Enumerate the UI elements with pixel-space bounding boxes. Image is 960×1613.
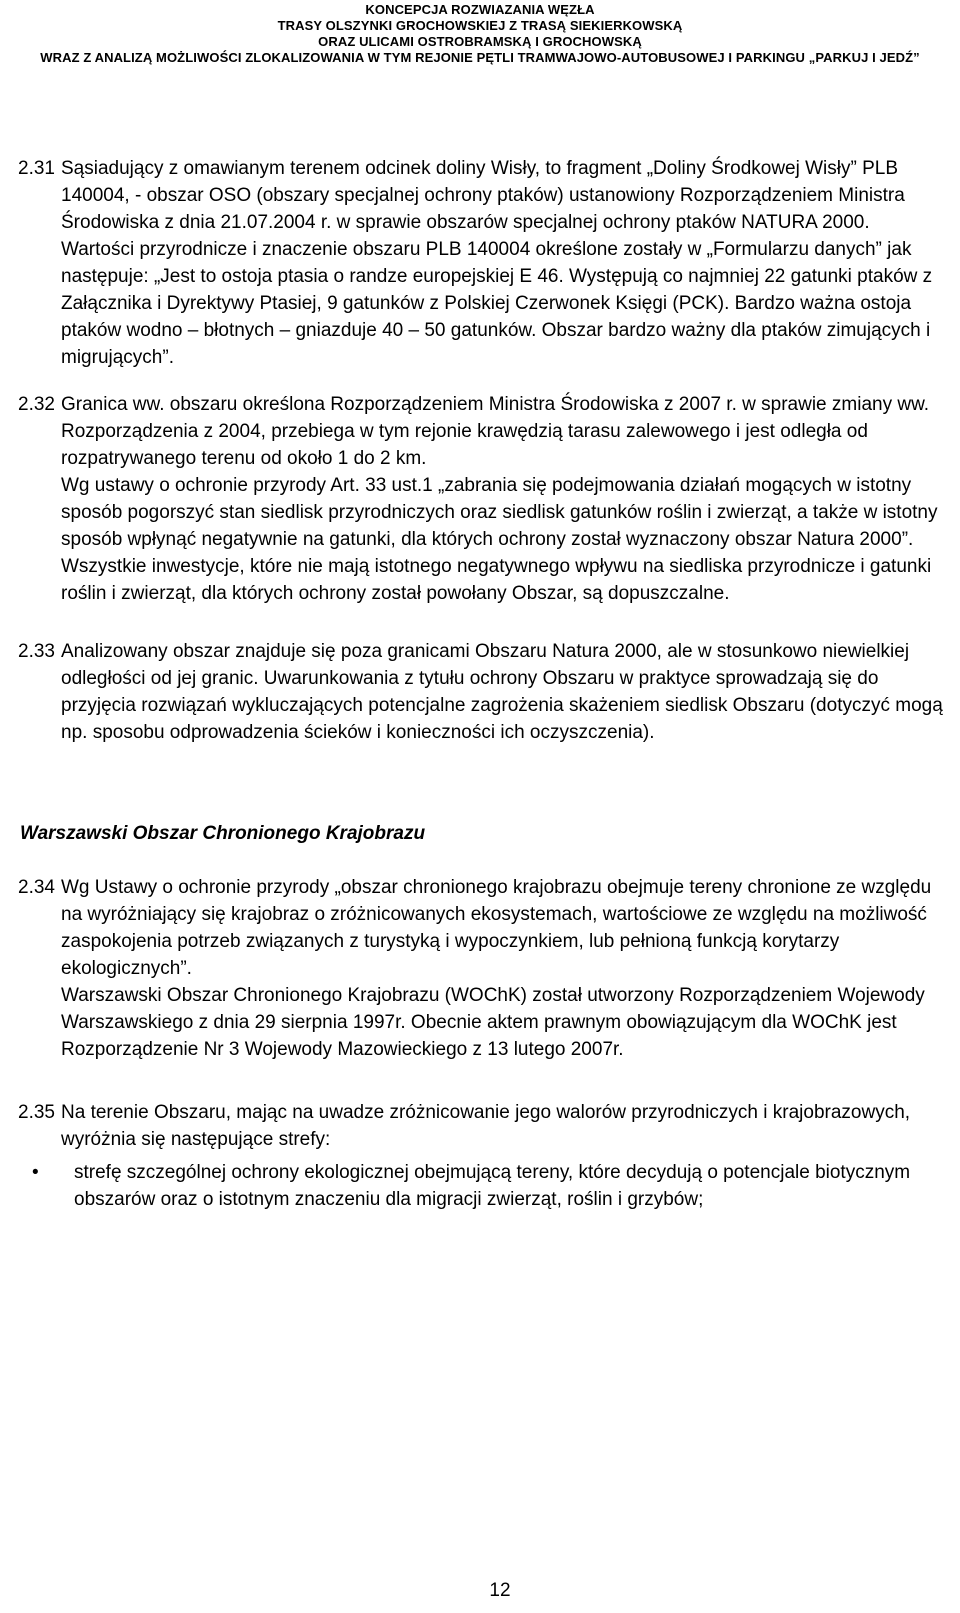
paragraph: Na terenie Obszaru, mając na uwadze zróżnicowanie jego walorów przyrodniczych i krajobrazowych, wyróżnia się następujące strefy:	[61, 1102, 911, 1150]
paragraph: Warszawski Obszar Chronionego Krajobrazu (WOChK) został utworzony Rozporządzeniem Wojewody Warszawskiego z dnia 29 sierpnia 1997r. Obecnie aktem prawnym obowiązującym dla WOChK jest Rozporządzenie Nr 3 Wojewody Mazowieckiego z 13 lutego 2007r.	[61, 985, 925, 1060]
section-text	[61, 1099, 943, 1153]
paragraph: Granica ww. obszaru określona Rozporządzeniem Ministra Środowiska z 2007 r. w sprawie zmiany ww. Rozporządzenia z 2004, przebiega w tym rejonie krawędzią tarasu zalewowego i jest odległa od rozpatrywanego terenu od około 1 do 2 km.	[61, 394, 930, 469]
section-text	[61, 391, 943, 607]
section-text	[61, 874, 943, 1063]
list-item-text: strefę szczególnej ochrony ekologicznej obejmującą tereny, które decydują o potencjale biotycznym obszarów oraz o istotnym znaczeniu dla migracji zwierząt, roślin i grzybów;	[74, 1162, 911, 1210]
paragraph: Analizowany obszar znajduje się poza granicami Obszaru Natura 2000, ale w stosunkowo niewielkiej odległości od jej granic. Uwarunkowania z tytułu ochrony Obszaru w praktyce sprowadzają się do przyjęcia rozwiązań wykluczających potencjalne zagrożenia skażeniem siedlisk Obszaru (dotyczyć mogą np. sposobu odprowadzenia ścieków i konieczności ich oczyszczenia).	[61, 641, 943, 743]
header-line-2: TRASY OLSZYNKI GROCHOWSKIEJ Z TRASĄ SIEKIERKOWSKĄ	[277, 18, 683, 33]
bullet-icon: •	[32, 1162, 39, 1183]
paragraph: Wszystkie inwestycje, które nie mają istotnego negatywnego wpływu na siedliska przyrodnicze i gatunki roślin i zwierząt, dla których ochrony został powołany Obszar, są dopuszczalne.	[61, 556, 932, 604]
paragraph: Wg Ustawy o ochronie przyrody „obszar chronionego krajobrazu obejmuje tereny chronione ze względu na wyróżniający się krajobraz o zróżnicowanych ekosystemach, wartościowe ze względu na możliwość zaspokojenia potrzeb związanych z turystyką i wypoczynkiem, lub pełnioną funkcją korytarzy ekologicznych”.	[61, 877, 932, 979]
document-header	[0, 2, 960, 66]
header-line-3: ORAZ ULICAMI OSTROBRAMSKĄ I GROCHOWSKĄ	[318, 34, 642, 49]
section-number: 2.33	[18, 641, 55, 662]
section-2-34	[18, 874, 943, 1063]
section-2-35	[18, 1099, 943, 1153]
paragraph: Wg ustawy o ochronie przyrody Art. 33 ust.1 „zabrania się podejmowania działań mogących w istotny sposób pogorszyć stan siedlisk przyrodniczych oraz siedlisk gatunków roślin i zwierząt, a także w istotny sposób wpłynąć negatywnie na gatunki, dla których ochrony został wyznaczony obszar Natura 2000”.	[61, 475, 938, 550]
document-body	[18, 155, 943, 1213]
section-2-33	[18, 638, 943, 746]
section-number: 2.34	[18, 877, 55, 898]
section-2-31	[18, 155, 943, 371]
bullet-list	[18, 1159, 943, 1213]
section-number: 2.32	[18, 394, 55, 415]
page-number: 12	[489, 1580, 511, 1601]
section-2-32	[18, 391, 943, 607]
subheading: Warszawski Obszar Chronionego Krajobrazu	[20, 823, 426, 844]
header-line-4: WRAZ Z ANALIZĄ MOŻLIWOŚCI ZLOKALIZOWANIA W TYM REJONIE PĘTLI TRAMWAJOWO-AUTOBUSOWEJ I PARKINGU „PARKUJ I JEDŹ”	[40, 50, 920, 65]
section-text	[61, 155, 943, 371]
section-number: 2.35	[18, 1102, 55, 1123]
section-text	[61, 638, 943, 746]
section-number: 2.31	[18, 158, 55, 179]
list-item	[18, 1159, 943, 1213]
header-line-1: KONCEPCJA ROZWIAZANIA WĘZŁA	[365, 2, 595, 17]
paragraph: Sąsiadujący z omawianym terenem odcinek doliny Wisły, to fragment „Doliny Środkowej Wisły” PLB 140004, - obszar OSO (obszary specjalnej ochrony ptaków) ustanowiony Rozporządzeniem Ministra Środowiska z dnia 21.07.2004 r. w sprawie obszarów specjalnej ochrony ptaków NATURA 2000. Wartości przyrodnicze i znaczenie obszaru PLB 140004 określone zostały w „Formularzu danych” jak następuje: „Jest to ostoja ptasia o randze europejskiej E 46. Występują co najmniej 22 gatunki ptaków z Załącznika i Dyrektywy Ptasiej, 9 gatunków z Polskiej Czerwonek Księgi (PCK). Bardzo ważna ostoja ptaków wodno – błotnych – gniazduje 40 – 50 gatunków. Obszar bardzo ważny dla ptaków zimujących i migrujących”.	[61, 158, 933, 368]
